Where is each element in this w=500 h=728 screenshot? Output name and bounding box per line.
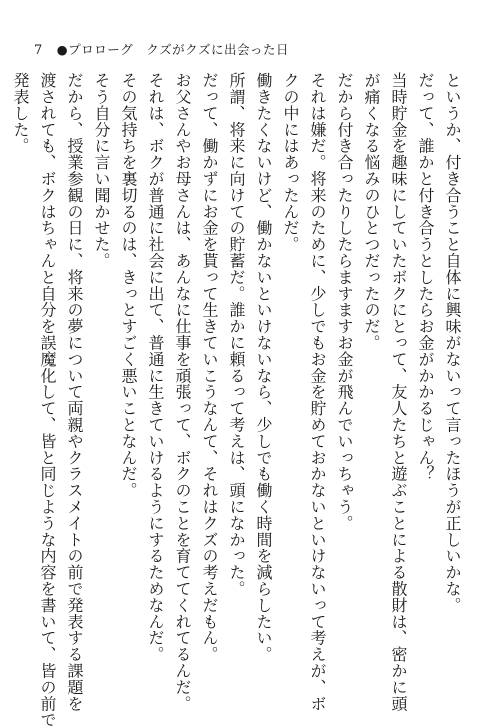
text-line: だから、授業参観の日に、将来の夢について両親やクラスメイトの前で発表する課題を	[65, 72, 84, 712]
text-line: それは、ボクが普通に社会に出て、普通に生きていけるようにするためなんだ。	[146, 72, 165, 663]
text-line: 渡されても、ボクはちゃんと自分を誤魔化して、皆と同じような内容を書いて、皆の前で	[38, 72, 57, 728]
text-line: というか、付き合うこと自体に興味がないって言ったほうが正しいかな。	[443, 72, 462, 614]
vertical-body-text	[11, 72, 466, 728]
text-line: そう自分に言い聞かせた。	[92, 72, 111, 269]
chapter-title: ●プロローグ クズがクズに出会った日	[56, 42, 289, 57]
text-line: だって、働かずにお金を貰って生きていこうなんて、それはクズの考えだもん。	[200, 72, 219, 663]
text-line: が痛くなる悩みのひとつだったのだ。	[362, 72, 381, 351]
running-header	[34, 40, 289, 60]
text-line: それは嫌だ。将来のために、少しでもお金を貯めておかないといけないって考えが、ボ	[308, 72, 327, 712]
text-line: クの中にはあったんだ。	[281, 72, 300, 253]
text-line: だから付き合ったりしたらますますお金が飛んでいっちゃう。	[335, 72, 354, 532]
text-line: 当時貯金を趣味にしていたボクにとって、友人たちと遊ぶことによる散財は、密かに頭	[389, 72, 408, 712]
text-line: だって、誰かと付き合うとしたらお金がかかるじゃん？	[416, 72, 435, 482]
text-line: 働きたくないけど、働かないといけないなら、少しでも働く時間を減らしたい。	[254, 72, 273, 663]
text-line: 所謂、将来に向けての貯蓄だ。誰かに頼るって考えは、頭になかった。	[227, 72, 246, 597]
page-number: 7	[34, 43, 43, 58]
text-line: 発表した。	[11, 72, 30, 154]
text-line: お父さんやお母さんは、あんなに仕事を頑張って、ボクのことを育ててくれてるんだ。	[173, 72, 192, 712]
text-line: その気持ちを裏切るのは、きっとすごく悪いことなんだ。	[119, 72, 138, 499]
